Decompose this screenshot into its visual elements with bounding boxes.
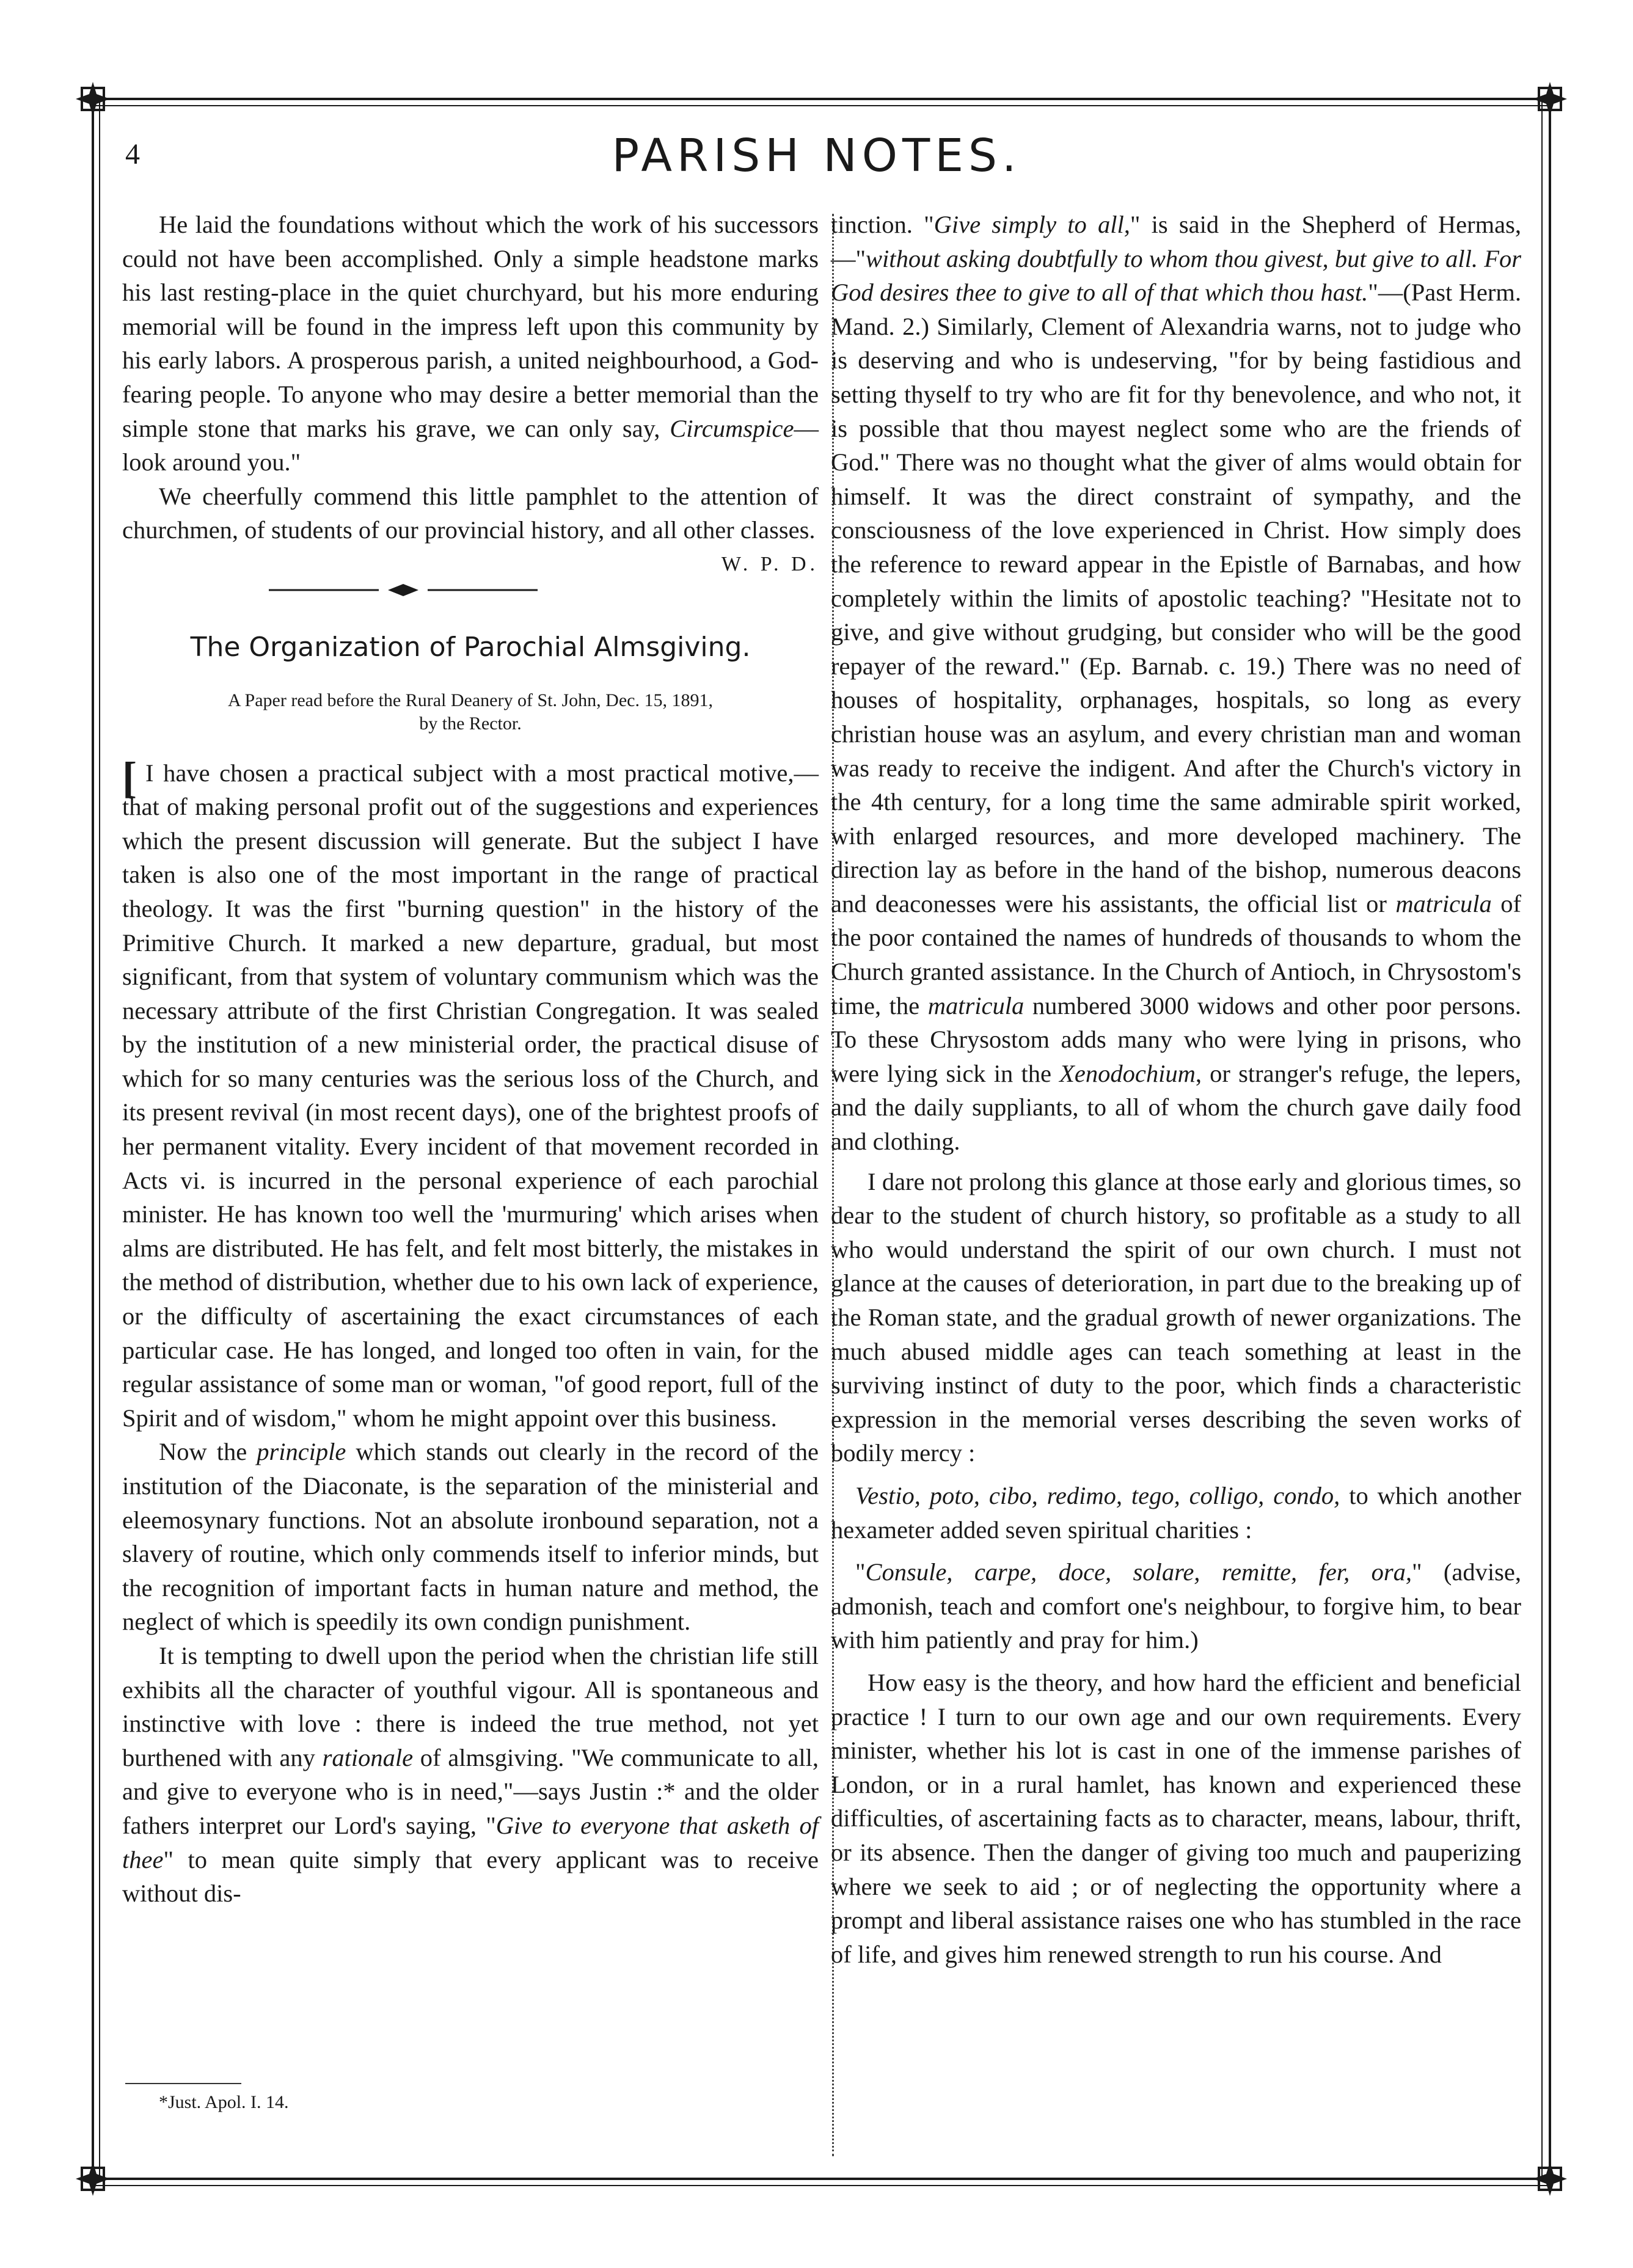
cross-ornament-icon: [1530, 79, 1569, 119]
right-border-inner: [1541, 98, 1543, 2181]
paragraph: He laid the foundations without which the work of his successors could not have been accomplished. Only a simple headstone marks his last resting-place in the quiet churchyard, but his more enduring memorial will be found in the impress left upon this community by his early labors. A prosperous parish, a united neighbourhood, a God-fearing people. To anyone who may desire a better memorial than the simple stone that marks his grave, we can only say, Circumspice— look around you.": [122, 211, 819, 476]
left-border-inner: [99, 98, 100, 2181]
running-title: PARISH NOTES.: [612, 129, 1021, 182]
footnote-rule: [125, 2083, 241, 2084]
paragraph: We cheerfully commend this little pamphlet to the attention of churchmen, of students of our provincial history, and all other classes. W. P. D.: [122, 479, 819, 547]
footnote: *Just. Apol. I. 14.: [159, 2092, 289, 2112]
article-title: The Organization of Parochial Almsgiving.: [190, 631, 751, 663]
paragraph: [ I have chosen a practical subject with a most practical motive,—that of making personal profit out of the suggestions and experiences which the present discussion will generate. But the subject I have taken is also one of the most important in the range of practical theology. It was the first "burning question" in the history of the Primitive Church. It marked a new departure, gradual, but most significant, from that system of voluntary communism which was the necessary attribute of the first Christian Congregation. It was sealed by the institution of a new ministerial order, the practical disuse of which for so many centuries was the serious loss of the Church, and its present revival (in most recent days), one of the brightest proofs of her permanent vitality. Every incident of that movement recorded in Acts vi. is incurred in the personal experience of each parochial minister. He has known too well the 'murmuring' which arises when alms are distributed. He has felt, and felt most bitterly, the mistakes in the method of distribution, whether due to his own lack of experience, or the difficulty of ascertaining the exact circumstances of each particular case. He has longed, and longed too often in vain, for the regular assistance of some man or woman, "of good report, full of the Spirit and of wisdom," whom he might appoint over this business.: [122, 753, 819, 1432]
cross-ornament-icon: [73, 79, 112, 119]
paragraph: It is tempting to dwell upon the period when the christian life still exhibits all the character of youthful vigour. All is spontaneous and instinctive with love : there is indeed the true method, not yet burthened with any rationale of almsgiving. "We communicate to all, and give to everyone who is in need,"—says Justin :* and the older fathers interpret our Lord's saying, "Give to everyone that asketh of thee" to mean quite simply that every applicant was to receive without dis-: [122, 1641, 819, 1908]
latin-verse: "Consule, carpe, doce, solare, remitte, fer, ora," (advise, admonish, teach and comfort one's neighbour, to forgive him, to bear with him patiently and pray for him.): [831, 1558, 1522, 1654]
bottom-border-inner: [92, 2185, 1549, 2186]
ornamental-divider: [269, 572, 538, 608]
opening-bracket-ornament: [: [122, 753, 137, 802]
paragraph: Now the principle which stands out clearly in the record of the institution of the Diaconate, is the separation of the ministerial and eleemosynary functions. Not an absolute ironbound separation, not a slavery of routine, which only commends itself to inferior minds, but the recognition of important facts in human nature and method, the neglect of which is speedily its own condign punishment.: [122, 1438, 819, 1636]
top-border: [92, 98, 1549, 100]
cross-ornament-icon: [73, 2159, 112, 2198]
latin-verse: Vestio, poto, cibo, redimo, tego, colligo, condo, to which another hexameter added seven spiritual charities :: [831, 1481, 1521, 1544]
right-column: [831, 208, 1521, 1971]
left-column: [122, 208, 819, 1911]
article-subtitle: A Paper read before the Rural Deanery of St. John, Dec. 15, 1891, by the Rector.: [228, 690, 713, 734]
cross-ornament-icon: [1530, 2159, 1569, 2198]
left-border: [92, 98, 94, 2181]
page-number: 4: [125, 138, 140, 170]
right-border: [1549, 98, 1551, 2181]
signature: W. P. D.: [721, 552, 819, 575]
top-border-inner: [92, 105, 1549, 106]
paragraph: I dare not prolong this glance at those early and glorious times, so dear to the student of church history, so profitable as a study to all who would understand the spirit of our own church. I must not glance at the causes of deterioration, in part due to the breaking up of the Roman state, and the gradual growth of newer organizations. The much abused middle ages can teach something at least in the surviving instinct of duty to the poor, which finds a characteristic expression in the memorial verses describing the seven works of bodily mercy :: [831, 1167, 1521, 1467]
paragraph: How easy is the theory, and how hard the efficient and beneficial practice ! I turn to our own age and our own requirements. Every minister, whether his lot is cast in one of the immense parishes of London, or in a rural hamlet, has known and experienced these difficulties, of ascertaining facts as to character, means, labour, thrift, or its absence. Then the danger of giving too much and pauperizing where we seek to aid ; or of neglecting the opportunity where a prompt and liberal assistance raises one who has stumbled in the race of life, and gives him renewed strength to run his course. And: [831, 1668, 1521, 1968]
paragraph: tinction. "Give simply to all," is said in the Shepherd of Hermas,—"without asking doubtfully to whom thou givest, but give to all. For God desires thee to give to all of that which thou hast."—(Past Herm. Mand. 2.) Similarly, Clement of Alexandria warns, not to judge who is deserving and who is undeserving, "for by being fastidious and setting thyself to try who are fit for thy benevolence, and who not, it is possible that thou mayest neglect some who are the friends of God." There was no thought what the giver of alms would obtain for himself. It was the direct constraint of sympathy, and the consciousness of the love experienced in Christ. How simply does the reference to reward appear in the Epistle of Barnabas, and how completely within the limits of apostolic teaching? "Hesitate not to give, and give without grudging, but consider who will be the good repayer of the reward." (Ep. Barnab. c. 19.) There was no need of houses of hospitality, orphanages, hospitals, so long as every christian house was an asylum, and every christian man and woman was ready to receive the indigent. And after the Church's victory in the 4th century, for a long time the same admirable spirit worked, with enlarged resources, and more developed machinery. The direction lay as before in the hand of the bishop, numerous deacons and deaconesses were his assistants, the official list or matricula of the poor contained the names of hundreds of thousands to whom the Church granted assistance. In the Church of Antioch, in Chrysostom's time, the matricula numbered 3000 widows and other poor persons. To these Chrysostom adds many who were lying in prisons, who were lying sick in the Xenodochium, or stranger's refuge, the lepers, and the daily suppliants, to all of whom the church gave daily food and clothing.: [831, 211, 1522, 1156]
bottom-border: [92, 2178, 1549, 2180]
